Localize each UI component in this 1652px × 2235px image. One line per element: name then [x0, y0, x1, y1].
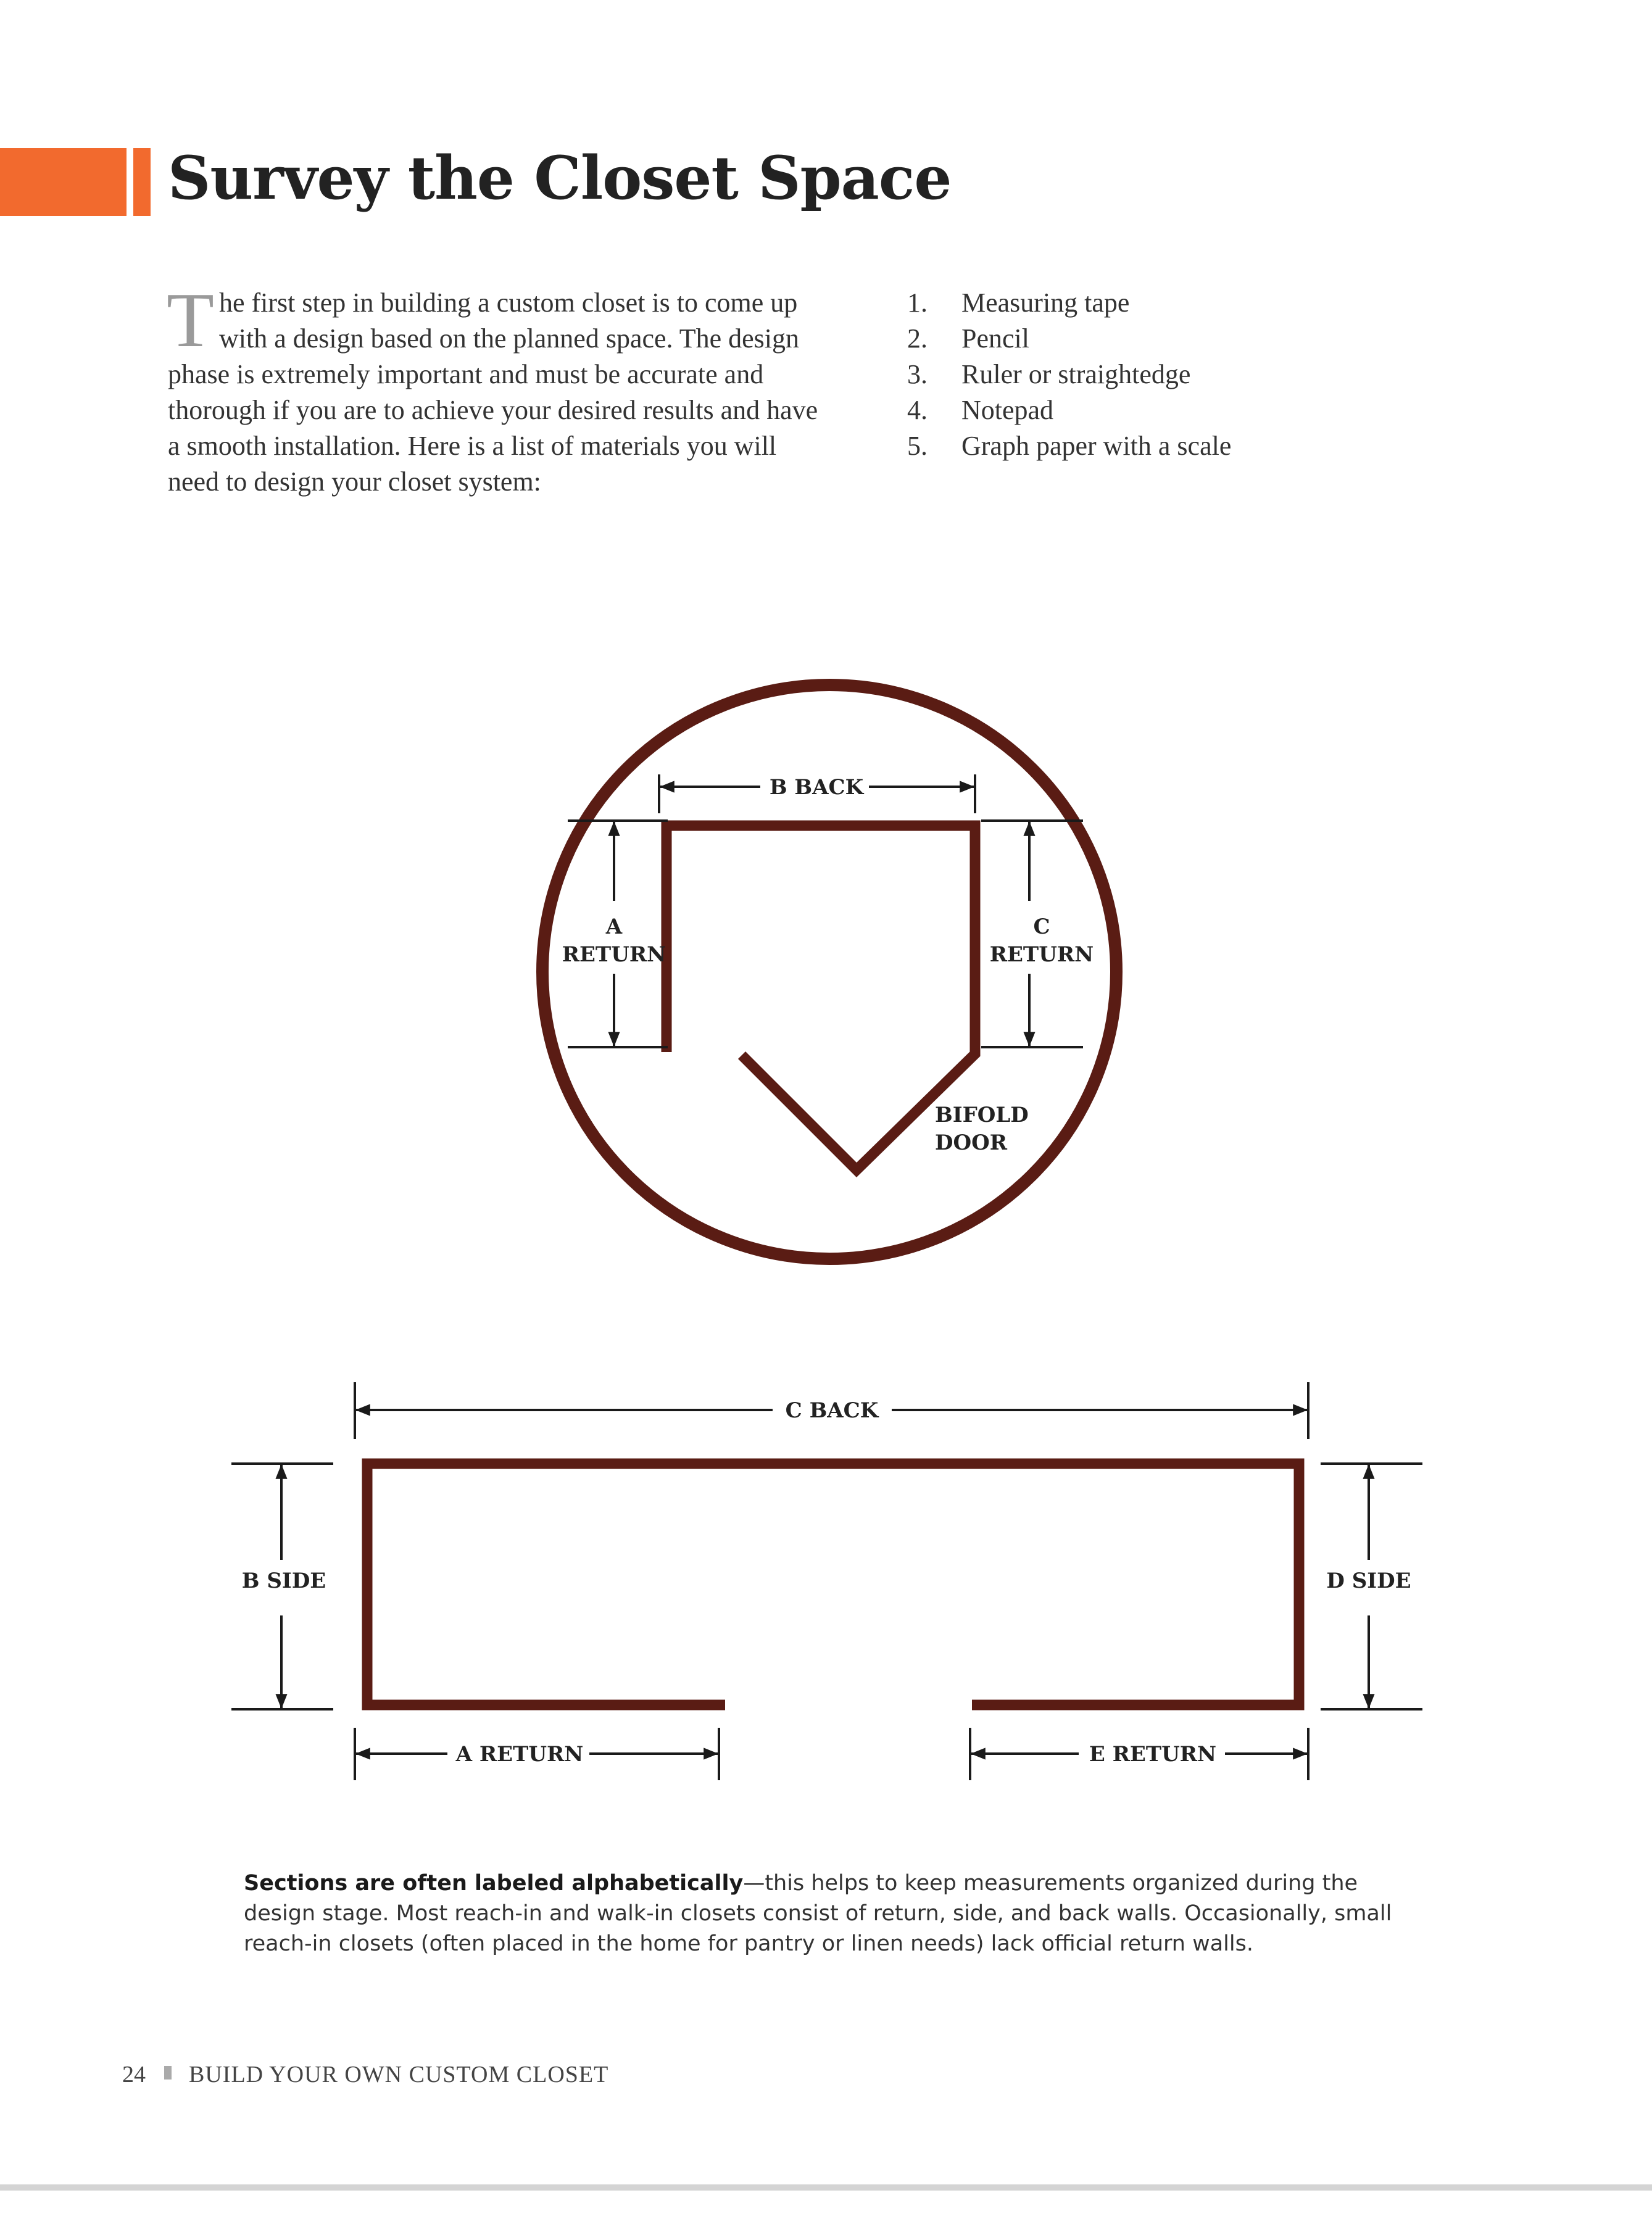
reach-in-walls: [666, 826, 975, 1170]
list-item-label: Notepad: [961, 395, 1054, 425]
page-title: Survey the Closet Space: [168, 143, 952, 213]
folio-separator: [164, 2066, 172, 2080]
list-item-number: 2.: [907, 323, 928, 354]
page-footer: [122, 2061, 608, 2088]
walk-in-closet-diagram: [231, 1382, 1422, 1780]
b-back-label: B BACK: [769, 775, 864, 800]
walk-in-walls: [367, 1464, 1299, 1705]
e-return-label: E RETURN: [1089, 1742, 1217, 1767]
list-item-number: 3.: [907, 359, 928, 389]
b-side-label: B SIDE: [241, 1569, 326, 1593]
d-side-label: D SIDE: [1326, 1569, 1411, 1593]
list-item-number: 4.: [907, 395, 928, 425]
running-head: BUILD YOUR OWN CUSTOM CLOSET: [189, 2062, 609, 2088]
list-item-label: Graph paper with a scale: [961, 431, 1232, 461]
bifold-label-line1: BIFOLD: [935, 1103, 1029, 1127]
caption-lead: Sections are often labeled alphabetically: [244, 1871, 744, 1896]
page-number: 24: [122, 2062, 146, 2088]
list-item-number: 1.: [907, 288, 928, 318]
list-item-label: Pencil: [961, 323, 1029, 354]
bifold-label-line2: DOOR: [935, 1130, 1007, 1155]
a-return-letter: A: [605, 914, 623, 939]
bottom-rule: [0, 2184, 1652, 2191]
a-return-label: A RETURN: [455, 1742, 584, 1767]
reach-in-closet-diagram: [542, 685, 1116, 1259]
list-item-label: Ruler or straightedge: [961, 359, 1191, 389]
intro-text: he first step in building a custom closet is to come up with a design based on the planned space. The design phase is extremely important and must be accurate and thorough if you are to achieve your desired results and have a smooth installation. Here is a list of materials you will need to design your closet system:: [168, 288, 818, 497]
c-return-word: RETURN: [989, 942, 1094, 967]
figure-caption: [244, 1868, 1429, 1959]
c-back-label: C BACK: [785, 1398, 879, 1423]
list-item-number: 5.: [907, 431, 928, 461]
a-return-word: RETURN: [562, 942, 666, 967]
c-return-letter: C: [1033, 914, 1050, 939]
list-item-label: Measuring tape: [961, 288, 1130, 318]
detail-circle: [542, 685, 1116, 1259]
drop-cap: T: [167, 278, 214, 363]
caption-body: —this helps to keep measurements organized during the design stage. Most reach-in and walk-in closets consist of return, side, and back walls. Occasionally, small reach-in closets (often placed in the home for pantry or linen needs) lack official return walls.: [244, 1871, 1392, 1956]
